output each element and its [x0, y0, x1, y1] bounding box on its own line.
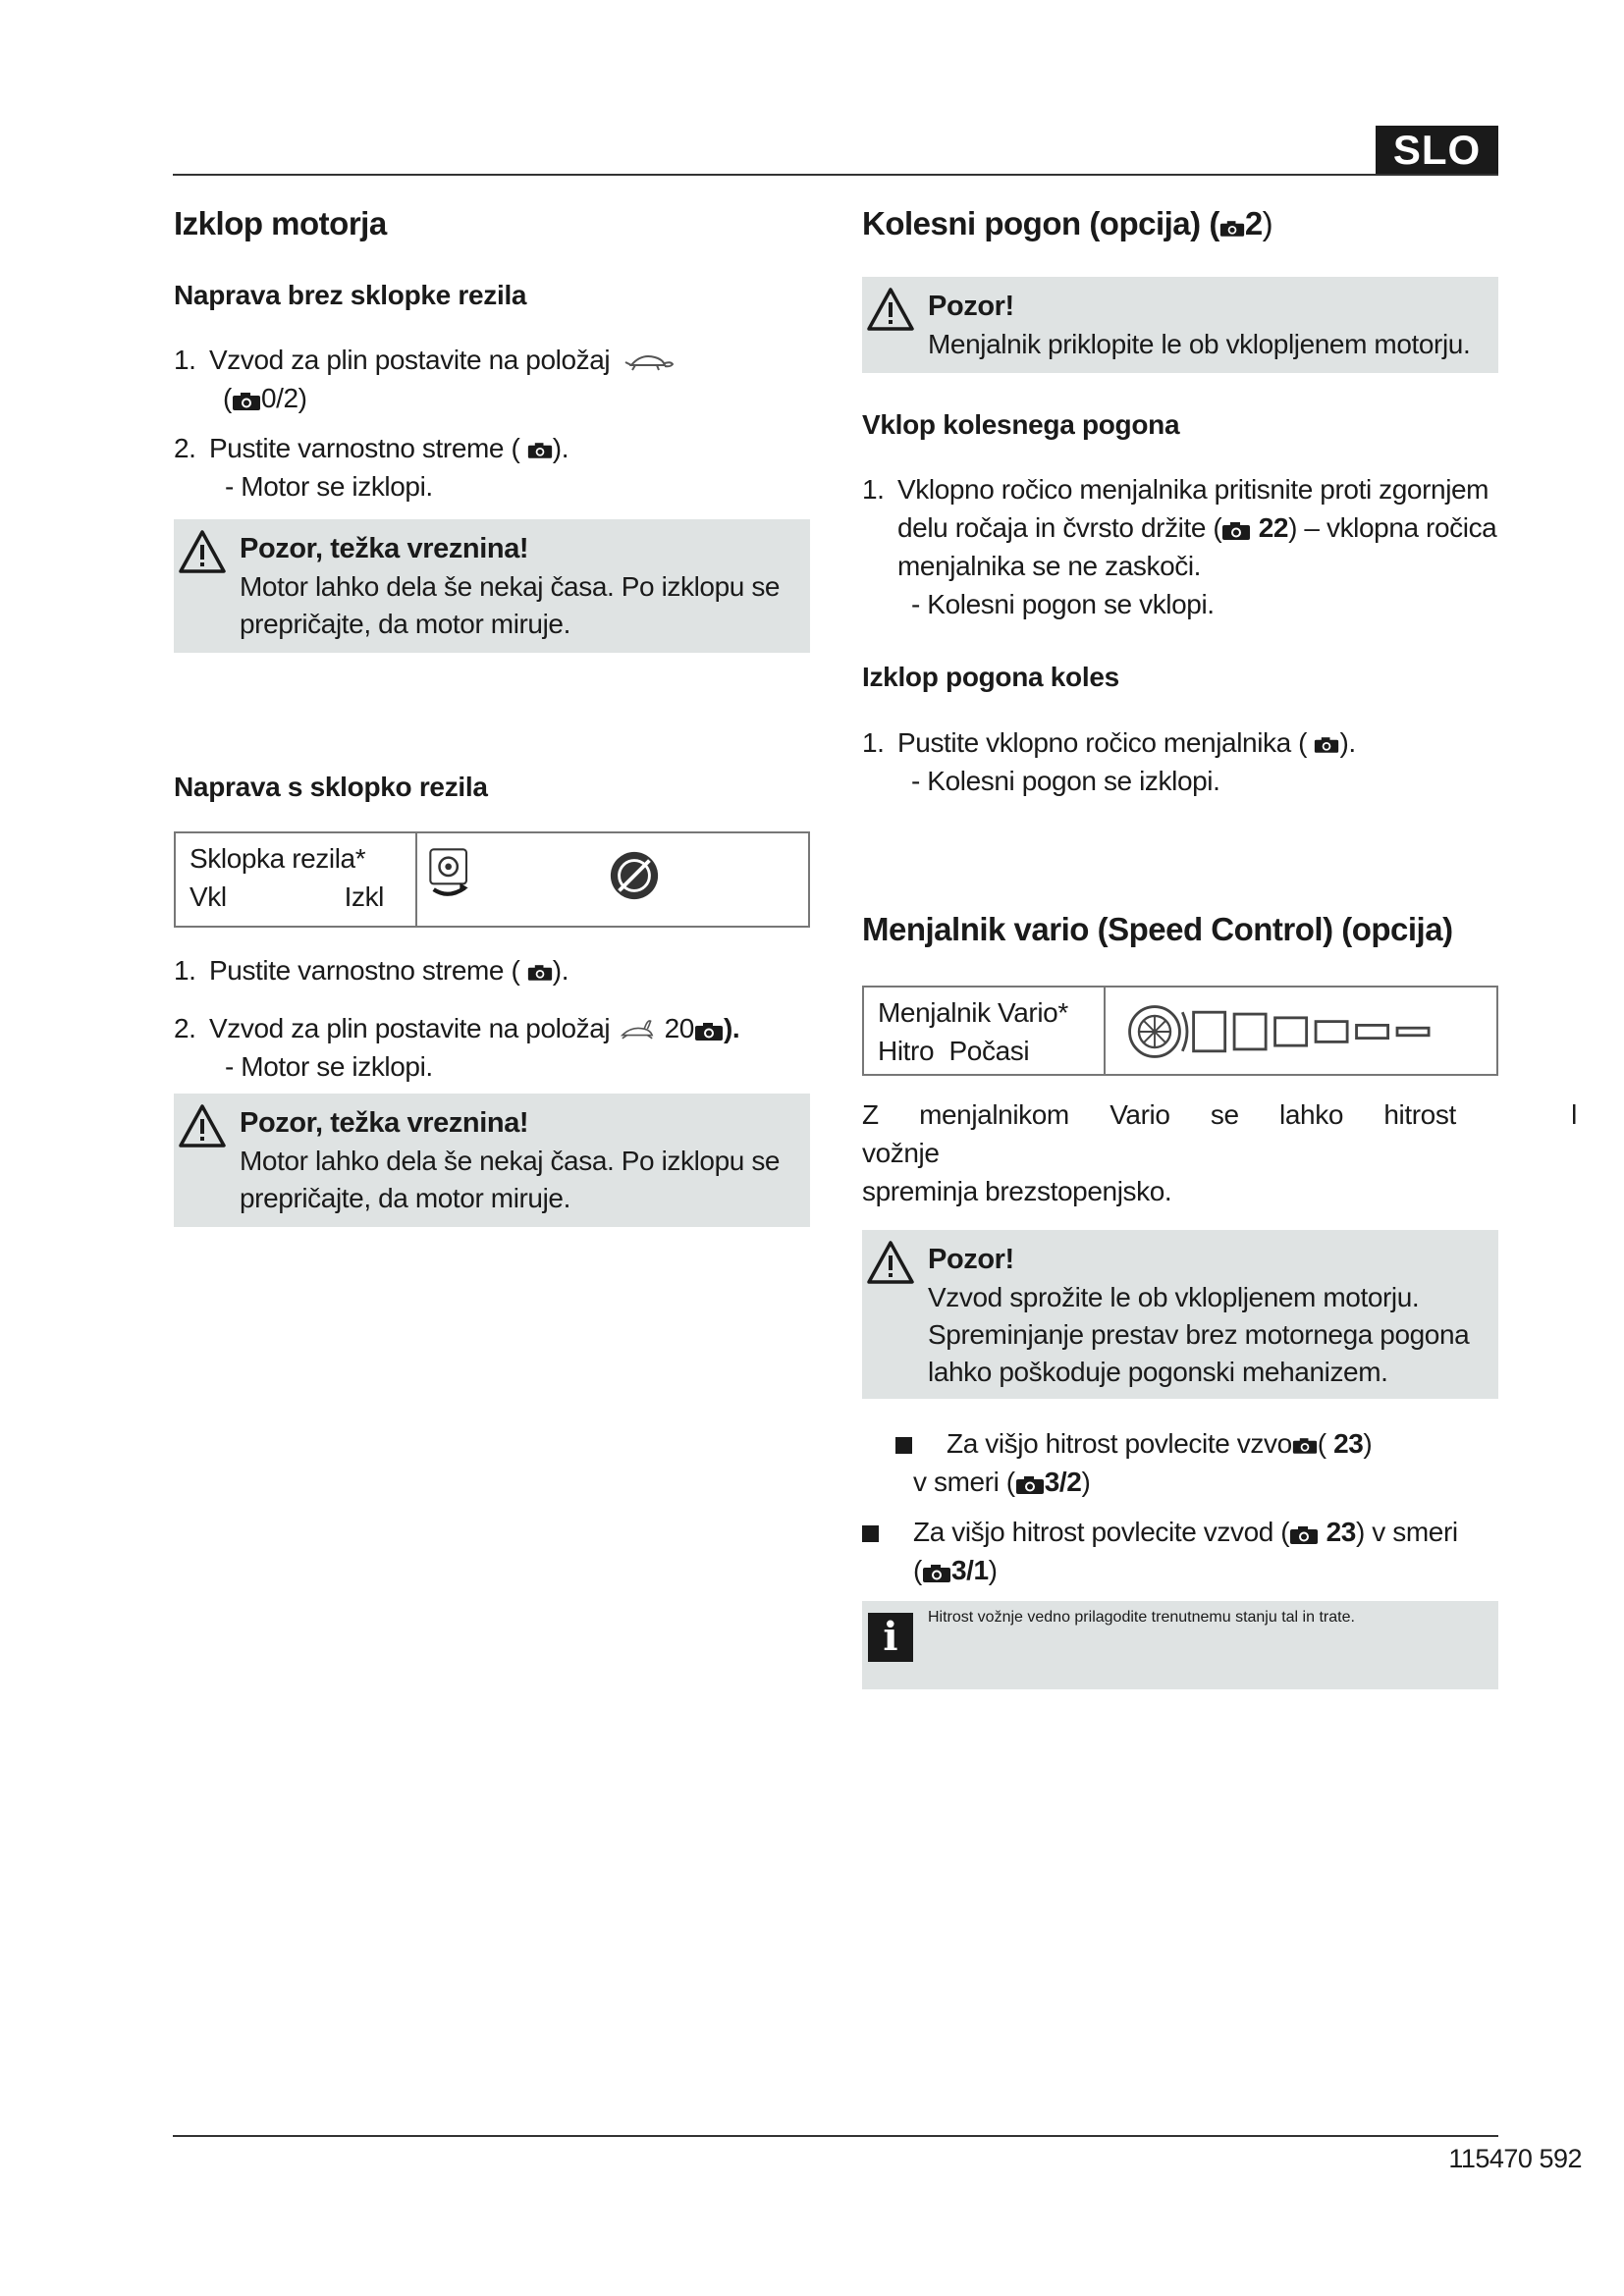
section-title-wheel-drive: Kolesni pogon (opcija) ( 2) — [862, 205, 1273, 241]
subheading-no-blade-clutch: Naprava brez sklopke rezila — [174, 279, 527, 310]
steps-disengage — [862, 723, 1498, 800]
bullet-higher-speed-1: Za višjo hitrost povlecite vzvo ( 23) — [895, 1424, 1498, 1463]
figure-ref-icon — [1289, 1525, 1319, 1545]
figure-ref-icon — [232, 392, 261, 411]
info-icon: i — [868, 1613, 913, 1662]
vario-description: Z menjalnikom Vario se lahko hitrost vožnje l spreminja brezstopenjsko. — [862, 1099, 1577, 1207]
warning-triangle-icon — [178, 529, 227, 574]
info-box-driving-speed: i Hitrost vožnje vedno prilagodite trenutnemu stanju tal in trate. — [862, 1601, 1498, 1689]
hare-icon — [618, 1015, 665, 1044]
blade-disengage-icon — [608, 849, 661, 902]
warning-box-heavy-injury: Pozor, težka vreznina! Motor lahko dela še nekaj časa. Po izklopu se prepričajte, da motor miruje. — [174, 519, 810, 653]
figure-ref-icon — [527, 440, 553, 461]
blade-clutch-label-cell: Sklopka rezila* Vkl Izkl — [176, 833, 417, 926]
tortoise-icon — [618, 349, 677, 375]
bullet-square — [895, 1437, 912, 1454]
figure-ref-icon — [1015, 1475, 1045, 1495]
section-title-vario-gearbox: Menjalnik vario (Speed Control) (opcija) — [862, 910, 1453, 947]
steps-with-clutch — [174, 951, 810, 1086]
steps-no-clutch — [174, 341, 810, 506]
warning-triangle-icon — [866, 1240, 915, 1285]
bullet-higher-speed-2: Za višjo hitrost povlecite vzvod ( 23) v smeri — [862, 1513, 1498, 1551]
document-number: 115470 592 — [1448, 2144, 1582, 2173]
speed-scale-icon — [1117, 999, 1451, 1064]
bullet-square — [862, 1525, 879, 1542]
warning-triangle-icon — [866, 287, 915, 332]
figure-ref-icon — [694, 1022, 724, 1041]
footer-rule — [173, 2135, 1498, 2137]
vario-speed-table — [862, 986, 1498, 1076]
figure-ref-icon — [922, 1564, 951, 1583]
header-rule — [173, 174, 1498, 176]
figure-ref-icon — [1219, 219, 1245, 239]
warning-box-gearbox: Pozor! Menjalnik priklopite le ob vklopljenem motorju. — [862, 277, 1498, 373]
step-1: 1. Vzvod za plin postavite na položaj ( 0/2) — [174, 341, 810, 417]
right-column: Kolesni pogon (opcija) ( 2) Pozor! Menjalnik priklopite le ob vklopljenem motorju. Vklop kolesnega pogona 1. Vklopno ročico menjalnika pritisnite proti zgornjem delu ročaja in čvrsto držite ( 22) – vklopna ročica menjalnika se ne zaskoči. - Kolesni pogon se vklopi. Izklop pogona koles 1. Pustite vklopno ročico menjalnika ( ). - Kolesni pogon se izklopi. Menjalnik vario (Speed Control) (opcija) Menjalnik Vario* Hitro Počasi Z menjalnikom Vario se lahko hitrost vožnje l spreminja brezstopenjsko. Pozor! Vzvod sprožite le ob vklopljenem motorju. Spreminjanje prestav brez motornega pogona lahko poškoduje pogonski mehanizem. Za višjo hitrost povlecite vzvo ( 23) v smeri ( 3/2) Za višjo hitrost povlecite vzvod ( 23) v smeri ( 3/1) i Hitrost vožnje vedno prilagodite trenutnemu stanju tal in trate. — [862, 196, 1498, 1689]
step-1: 1. Pustite vklopno ročico menjalnika ( ). - Kolesni pogon se izklopi. — [862, 726, 1356, 796]
blade-engage-icon — [427, 845, 476, 906]
step-2: 2. Pustite varnostno streme ( ). - Motor se izklopi. — [174, 433, 569, 503]
figure-ref-icon — [1314, 734, 1339, 756]
subheading-engage-wheel-drive: Vklop kolesnega pogona — [862, 408, 1180, 440]
blade-clutch-table — [174, 831, 810, 928]
warning-triangle-icon — [178, 1103, 227, 1148]
figure-ref-icon — [1292, 1435, 1318, 1457]
figure-ref-icon — [527, 962, 553, 984]
steps-engage — [862, 470, 1498, 623]
figure-ref-icon — [1221, 521, 1251, 541]
warning-box-vario: Pozor! Vzvod sprožite le ob vklopljenem motorju. Spreminjanje prestav brez motornega pogona lahko poškoduje pogonski mehanizem. — [862, 1230, 1498, 1399]
warning-box-heavy-injury-2: Pozor, težka vreznina! Motor lahko dela še nekaj časa. Po izklopu se prepričajte, da motor miruje. — [174, 1094, 810, 1227]
subheading-with-blade-clutch: Naprava s sklopko rezila — [174, 772, 488, 803]
left-column — [174, 196, 810, 1227]
vario-label-cell: Menjalnik Vario* Hitro Počasi — [864, 988, 1106, 1074]
language-badge: SLO — [1376, 126, 1498, 174]
section-title-engine-off: Izklop motorja — [174, 205, 387, 241]
step-1: 1. Vklopno ročico menjalnika pritisnite proti zgornjem delu ročaja in čvrsto držite ( 22) – vklopna ročica menjalnika se ne zaskoči. - Kolesni pogon se vklopi. — [862, 474, 1497, 620]
subheading-disengage-wheel-drive: Izklop pogona koles — [862, 662, 1119, 693]
step-1: 1. Pustite varnostno streme ( ). — [174, 954, 569, 986]
step-2: 2. Vzvod za plin postavite na položaj 20 ). - Motor se izklopi. — [174, 1012, 740, 1082]
